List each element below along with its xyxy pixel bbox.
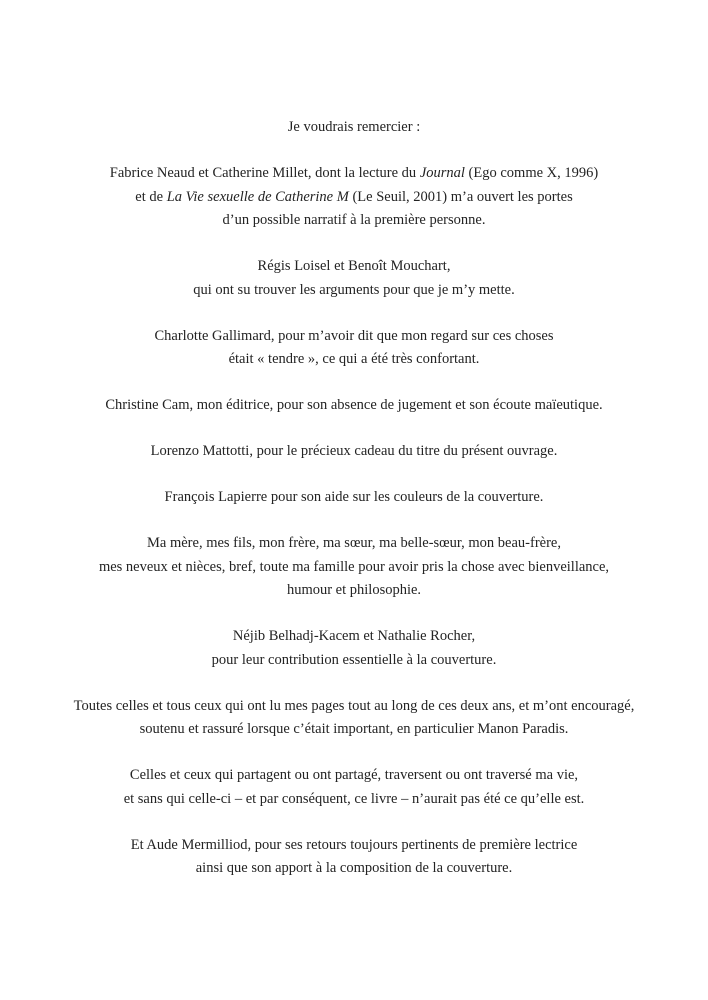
acknowledgment-paragraph	[28, 486, 680, 510]
acknowledgment-paragraph	[28, 394, 680, 418]
text-line	[28, 857, 680, 881]
text-segment: et de	[135, 188, 167, 205]
text-segment: François Lapierre pour son aide sur les couleurs de la couverture.	[164, 489, 544, 505]
acknowledgment-paragraph	[28, 162, 680, 233]
italic-title-text: La Vie sexuelle de Catherine M	[166, 188, 349, 205]
text-segment: et sans qui celle-ci – et par conséquent, ce livre – n’aurait pas été ce qu’elle est.	[123, 790, 585, 807]
text-segment: humour et philosophie.	[286, 582, 422, 598]
acknowledgment-paragraph	[28, 625, 680, 672]
text-segment: Celles et ceux qui partagent ou ont partagé, traversent ou ont traversé ma vie,	[129, 767, 579, 783]
acknowledgment-paragraph	[28, 532, 680, 603]
text-segment: soutenu et rassuré lorsque c’était important, en particulier Manon Paradis.	[139, 721, 569, 737]
text-segment: Fabrice Neaud et Catherine Millet, dont la lecture du	[109, 165, 420, 181]
text-line	[28, 718, 680, 742]
text-line	[28, 486, 680, 510]
text-line	[28, 532, 680, 556]
text-segment: Lorenzo Mattotti, pour le précieux cadeau du titre du présent ouvrage.	[150, 443, 558, 459]
text-segment: Régis Loisel et Benoît Mouchart,	[257, 258, 451, 274]
text-line	[28, 556, 680, 580]
text-line	[28, 834, 680, 858]
text-line	[28, 209, 680, 233]
text-segment: (Le Seuil, 2001) m’a ouvert les portes	[348, 188, 573, 205]
text-segment: mes neveux et nièces, bref, toute ma famille pour avoir pris la chose avec bienveillance,	[98, 558, 610, 575]
text-line	[28, 279, 680, 303]
italic-title-text: Journal	[419, 165, 465, 181]
text-line	[28, 394, 680, 418]
text-segment: (Ego comme X, 1996)	[464, 165, 599, 181]
text-line	[28, 788, 680, 812]
text-segment: Néjib Belhadj-Kacem et Nathalie Rocher,	[232, 628, 476, 644]
acknowledgment-paragraph	[28, 255, 680, 302]
acknowledgment-paragraph	[28, 440, 680, 464]
text-segment: d’un possible narratif à la première personne.	[222, 212, 486, 228]
text-line	[28, 162, 680, 186]
page-title: Je voudrais remercier :	[287, 119, 421, 135]
text-segment: Charlotte Gallimard, pour m’avoir dit que mon regard sur ces choses	[154, 327, 554, 344]
text-segment: Toutes celles et tous ceux qui ont lu mes pages tout au long de ces deux ans, et m’ont encouragé,	[73, 697, 635, 714]
acknowledgments-list	[28, 162, 680, 881]
text-segment: ainsi que son apport à la composition de la couverture.	[195, 860, 513, 876]
text-segment: était « tendre », ce qui a été très confortant.	[228, 351, 480, 367]
text-segment: Ma mère, mes fils, mon frère, ma sœur, ma belle-sœur, mon beau-frère,	[147, 535, 561, 551]
text-segment: qui ont su trouver les arguments pour que je m’y mette.	[193, 281, 515, 298]
text-line	[28, 440, 680, 464]
text-line	[28, 649, 680, 673]
text-line	[28, 255, 680, 279]
acknowledgment-paragraph	[28, 325, 680, 372]
text-segment: pour leur contribution essentielle à la couverture.	[211, 651, 497, 668]
text-line	[28, 325, 680, 349]
text-line	[28, 764, 680, 788]
text-line	[28, 348, 680, 372]
text-line	[28, 186, 680, 210]
text-line	[28, 695, 680, 719]
acknowledgment-paragraph	[28, 834, 680, 881]
text-line	[28, 579, 680, 603]
acknowledgment-paragraph	[28, 695, 680, 742]
text-segment: Christine Cam, mon éditrice, pour son absence de jugement et son écoute maïeutique.	[105, 397, 603, 413]
acknowledgment-paragraph	[28, 764, 680, 811]
text-segment: Et Aude Mermilliod, pour ses retours toujours pertinents de première lectrice	[130, 836, 578, 853]
text-line	[28, 625, 680, 649]
